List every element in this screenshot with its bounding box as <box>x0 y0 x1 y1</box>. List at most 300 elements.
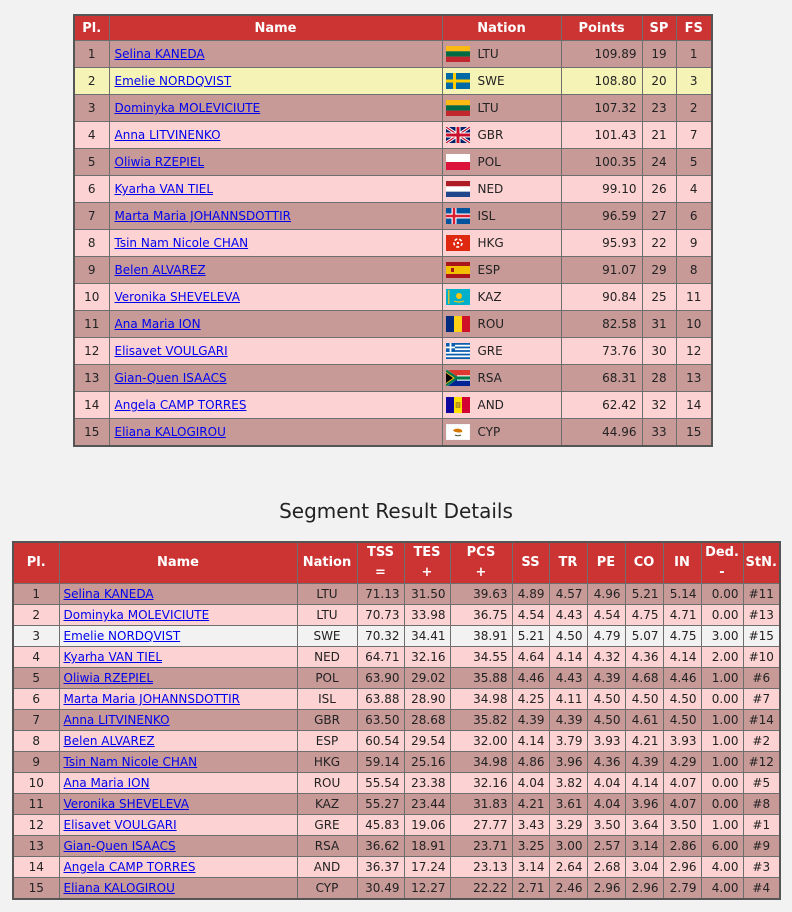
pl-flag-icon <box>446 154 470 170</box>
seg-pcs-cell: 22.22 <box>450 878 512 900</box>
segment-row <box>13 689 780 710</box>
nation-code: AND <box>477 398 504 412</box>
header-nation: Nation <box>442 15 561 41</box>
seg-ded-cell: 0.00 <box>701 689 743 710</box>
lt-flag-icon <box>446 46 470 62</box>
header-sp: SP <box>642 15 676 41</box>
seg-stn-cell: #12 <box>743 752 780 773</box>
seg-name-cell <box>59 647 297 668</box>
sp-cell: 25 <box>642 284 676 311</box>
sp-cell: 28 <box>642 365 676 392</box>
seg-in-cell: 2.79 <box>663 878 701 900</box>
seg-pe-cell: 4.79 <box>587 626 625 647</box>
seg-nation-cell: ESP <box>297 731 357 752</box>
seg-ss-cell: 3.25 <box>512 836 549 857</box>
results-row <box>74 419 712 447</box>
skater-link[interactable]: Dominyka MOLEVICIUTE <box>114 101 261 115</box>
points-cell: 107.32 <box>561 95 642 122</box>
skater-link[interactable]: Angela CAMP TORRES <box>114 398 247 412</box>
skater-link[interactable]: Ana Maria ION <box>114 317 201 331</box>
seg-in-cell: 4.46 <box>663 668 701 689</box>
seg-tes-cell: 12.27 <box>404 878 450 900</box>
skater-link[interactable]: Tsin Nam Nicole CHAN <box>114 236 249 250</box>
hk-flag-icon <box>446 235 470 251</box>
nation-cell <box>442 365 561 392</box>
seg-ss-cell: 4.04 <box>512 773 549 794</box>
seg-nation-cell: AND <box>297 857 357 878</box>
ded-label: Ded. <box>705 545 739 560</box>
seg-nation-cell: GRE <box>297 815 357 836</box>
seg-ded-cell: 0.00 <box>701 584 743 605</box>
seg-place-cell: 6 <box>13 689 59 710</box>
seg-nation-cell: CYP <box>297 878 357 900</box>
seg-ded-cell: 0.00 <box>701 605 743 626</box>
seg-ss-cell: 4.54 <box>512 605 549 626</box>
skater-link[interactable]: Selina KANEDA <box>114 47 205 61</box>
name-cell <box>109 176 442 203</box>
fs-cell: 14 <box>676 392 712 419</box>
kz-flag-icon <box>446 289 470 305</box>
seg-tss-cell: 71.13 <box>357 584 404 605</box>
seg-pcs-cell: 39.63 <box>450 584 512 605</box>
segment-row <box>13 836 780 857</box>
nation-code: CYP <box>477 425 501 439</box>
seg-co-cell: 5.21 <box>625 584 663 605</box>
seg-pe-cell: 2.68 <box>587 857 625 878</box>
seg-pcs-cell: 32.00 <box>450 731 512 752</box>
seg-nation-cell: RSA <box>297 836 357 857</box>
seg-in-cell: 3.93 <box>663 731 701 752</box>
seg-nation-cell: HKG <box>297 752 357 773</box>
seg-co-cell: 3.04 <box>625 857 663 878</box>
seg-co-cell: 4.39 <box>625 752 663 773</box>
seg-ded-cell: 6.00 <box>701 836 743 857</box>
skater-link[interactable]: Dominyka MOLEVICIUTE <box>63 608 210 622</box>
seg-tr-cell: 4.43 <box>549 605 587 626</box>
seg-stn-cell: #5 <box>743 773 780 794</box>
seg-tss-cell: 64.71 <box>357 647 404 668</box>
points-cell: 91.07 <box>561 257 642 284</box>
header-points: Points <box>561 15 642 41</box>
nation-cell <box>442 338 561 365</box>
skater-link[interactable]: Marta Maria JOHANNSDOTTIR <box>63 692 240 706</box>
points-cell: 99.10 <box>561 176 642 203</box>
fs-cell: 12 <box>676 338 712 365</box>
gr-flag-icon <box>446 343 470 359</box>
seg-tss-cell: 63.88 <box>357 689 404 710</box>
seg-stn-cell: #9 <box>743 836 780 857</box>
seg-tr-cell: 3.29 <box>549 815 587 836</box>
fs-cell: 7 <box>676 122 712 149</box>
seg-ded-cell: 0.00 <box>701 794 743 815</box>
seg-pe-cell: 3.93 <box>587 731 625 752</box>
seg-ded-cell: 1.00 <box>701 668 743 689</box>
nation-code: ROU <box>477 317 505 331</box>
seg-stn-cell: #10 <box>743 647 780 668</box>
results-header-row <box>74 15 712 41</box>
seg-co-cell: 5.07 <box>625 626 663 647</box>
nation-code: ESP <box>477 263 500 277</box>
seg-stn-cell: #13 <box>743 605 780 626</box>
seg-in-cell: 2.96 <box>663 857 701 878</box>
cy-flag-icon <box>446 424 470 440</box>
fs-cell: 11 <box>676 284 712 311</box>
fs-cell: 1 <box>676 41 712 68</box>
seg-ss-cell: 3.43 <box>512 815 549 836</box>
seg-ded-cell: 2.00 <box>701 647 743 668</box>
nation-cell <box>442 419 561 447</box>
nation-code: LTU <box>477 47 499 61</box>
seg-pe-cell: 4.50 <box>587 710 625 731</box>
skater-link[interactable]: Kyarha VAN TIEL <box>63 650 163 664</box>
name-cell <box>109 284 442 311</box>
seg-ded-cell: 1.00 <box>701 815 743 836</box>
seg-tes-cell: 23.44 <box>404 794 450 815</box>
seg-tes-cell: 18.91 <box>404 836 450 857</box>
seg-place-cell: 4 <box>13 647 59 668</box>
seg-stn-cell: #1 <box>743 815 780 836</box>
seg-pe-cell: 4.04 <box>587 773 625 794</box>
results-row <box>74 149 712 176</box>
tss-label: TSS <box>366 545 394 560</box>
place-cell: 2 <box>74 68 109 95</box>
place-cell: 9 <box>74 257 109 284</box>
place-cell: 10 <box>74 284 109 311</box>
za-flag-icon <box>446 370 470 386</box>
points-cell: 100.35 <box>561 149 642 176</box>
skater-link[interactable]: Kyarha VAN TIEL <box>114 182 214 196</box>
seg-header-tr: TR <box>549 542 587 584</box>
seg-tes-cell: 28.68 <box>404 710 450 731</box>
seg-tss-cell: 55.27 <box>357 794 404 815</box>
segment-row <box>13 815 780 836</box>
seg-place-cell: 14 <box>13 857 59 878</box>
seg-place-cell: 5 <box>13 668 59 689</box>
nation-cell <box>442 311 561 338</box>
sp-cell: 26 <box>642 176 676 203</box>
seg-stn-cell: #3 <box>743 857 780 878</box>
place-cell: 7 <box>74 203 109 230</box>
seg-ss-cell: 2.71 <box>512 878 549 900</box>
nation-code: GBR <box>477 128 504 142</box>
results-row <box>74 257 712 284</box>
nation-code: POL <box>477 155 501 169</box>
seg-tes-cell: 28.90 <box>404 689 450 710</box>
seg-place-cell: 2 <box>13 605 59 626</box>
segment-row <box>13 584 780 605</box>
seg-ded-cell: 1.00 <box>701 752 743 773</box>
results-row <box>74 176 712 203</box>
seg-pcs-cell: 35.88 <box>450 668 512 689</box>
se-flag-icon <box>446 73 470 89</box>
seg-co-cell: 3.14 <box>625 836 663 857</box>
seg-header-ss: SS <box>512 542 549 584</box>
segment-row <box>13 878 780 900</box>
skater-link[interactable]: Marta Maria JOHANNSDOTTIR <box>114 209 291 223</box>
seg-in-cell: 2.86 <box>663 836 701 857</box>
fs-cell: 5 <box>676 149 712 176</box>
results-row <box>74 230 712 257</box>
seg-nation-cell: NED <box>297 647 357 668</box>
results-row <box>74 284 712 311</box>
skater-link[interactable]: Anna LITVINENKO <box>63 713 170 727</box>
seg-place-cell: 8 <box>13 731 59 752</box>
nation-cell <box>442 257 561 284</box>
seg-pcs-cell: 34.98 <box>450 752 512 773</box>
results-row <box>74 338 712 365</box>
seg-tss-cell: 55.54 <box>357 773 404 794</box>
skater-link[interactable]: Belen ALVAREZ <box>114 263 206 277</box>
skater-link[interactable]: Elisavet VOULGARI <box>114 344 228 358</box>
seg-tes-cell: 25.16 <box>404 752 450 773</box>
name-cell <box>109 419 442 447</box>
nation-cell <box>442 176 561 203</box>
seg-co-cell: 4.21 <box>625 731 663 752</box>
seg-header-tss <box>357 542 404 584</box>
seg-ss-cell: 3.14 <box>512 857 549 878</box>
seg-tss-cell: 36.62 <box>357 836 404 857</box>
seg-pcs-cell: 27.77 <box>450 815 512 836</box>
seg-ss-cell: 4.25 <box>512 689 549 710</box>
fs-cell: 3 <box>676 68 712 95</box>
nation-cell <box>442 68 561 95</box>
seg-tr-cell: 3.79 <box>549 731 587 752</box>
sp-cell: 21 <box>642 122 676 149</box>
seg-pe-cell: 2.57 <box>587 836 625 857</box>
seg-place-cell: 11 <box>13 794 59 815</box>
place-cell: 13 <box>74 365 109 392</box>
seg-tr-cell: 4.43 <box>549 668 587 689</box>
seg-name-cell <box>59 668 297 689</box>
nation-code: LTU <box>477 101 499 115</box>
skater-link[interactable]: Belen ALVAREZ <box>63 734 155 748</box>
name-cell <box>109 95 442 122</box>
place-cell: 12 <box>74 338 109 365</box>
ro-flag-icon <box>446 316 470 332</box>
skater-link[interactable]: Selina KANEDA <box>63 587 154 601</box>
seg-pcs-cell: 23.71 <box>450 836 512 857</box>
segment-row <box>13 710 780 731</box>
seg-place-cell: 7 <box>13 710 59 731</box>
seg-nation-cell: KAZ <box>297 794 357 815</box>
name-cell <box>109 257 442 284</box>
seg-header-in: IN <box>663 542 701 584</box>
seg-tss-cell: 59.14 <box>357 752 404 773</box>
place-cell: 8 <box>74 230 109 257</box>
seg-tss-cell: 63.90 <box>357 668 404 689</box>
skater-link[interactable]: Elisavet VOULGARI <box>63 818 177 832</box>
seg-nation-cell: ROU <box>297 773 357 794</box>
results-row <box>74 68 712 95</box>
seg-tss-cell: 70.32 <box>357 626 404 647</box>
sp-cell: 30 <box>642 338 676 365</box>
seg-co-cell: 4.14 <box>625 773 663 794</box>
skater-link[interactable]: Anna LITVINENKO <box>114 128 221 142</box>
skater-link[interactable]: Eliana KALOGIROU <box>114 425 226 439</box>
segment-row <box>13 794 780 815</box>
skater-link[interactable]: Emelie NORDQVIST <box>114 74 232 88</box>
skater-link[interactable]: Oliwia RZEPIEL <box>63 671 154 685</box>
seg-ded-cell: 1.00 <box>701 710 743 731</box>
seg-name-cell <box>59 689 297 710</box>
seg-ss-cell: 4.86 <box>512 752 549 773</box>
sp-cell: 29 <box>642 257 676 284</box>
seg-tes-cell: 34.41 <box>404 626 450 647</box>
name-cell <box>109 203 442 230</box>
skater-link[interactable]: Emelie NORDQVIST <box>63 629 181 643</box>
nation-cell <box>442 203 561 230</box>
fs-cell: 13 <box>676 365 712 392</box>
gb-flag-icon <box>446 127 470 143</box>
points-cell: 62.42 <box>561 392 642 419</box>
name-cell <box>109 149 442 176</box>
seg-co-cell: 4.68 <box>625 668 663 689</box>
sp-cell: 22 <box>642 230 676 257</box>
points-cell: 101.43 <box>561 122 642 149</box>
seg-stn-cell: #15 <box>743 626 780 647</box>
nation-code: RSA <box>477 371 502 385</box>
seg-nation-cell: SWE <box>297 626 357 647</box>
skater-link[interactable]: Veronika SHEVELEVA <box>114 290 240 304</box>
seg-nation-cell: POL <box>297 668 357 689</box>
sp-cell: 24 <box>642 149 676 176</box>
is-flag-icon <box>446 208 470 224</box>
seg-nation-cell: GBR <box>297 710 357 731</box>
skater-link[interactable]: Angela CAMP TORRES <box>63 860 196 874</box>
seg-place-cell: 10 <box>13 773 59 794</box>
seg-tr-cell: 2.64 <box>549 857 587 878</box>
segment-row <box>13 626 780 647</box>
seg-tr-cell: 2.46 <box>549 878 587 900</box>
fs-cell: 6 <box>676 203 712 230</box>
points-cell: 44.96 <box>561 419 642 447</box>
segment-title: Segment Result Details <box>279 499 513 523</box>
skater-link[interactable]: Gian-Quen ISAACS <box>63 839 176 853</box>
seg-tss-cell: 36.37 <box>357 857 404 878</box>
skater-link[interactable]: Veronika SHEVELEVA <box>63 797 189 811</box>
seg-name-cell <box>59 605 297 626</box>
seg-name-cell <box>59 878 297 900</box>
skater-link[interactable]: Oliwia RZEPIEL <box>114 155 205 169</box>
seg-header-pe: PE <box>587 542 625 584</box>
fs-cell: 2 <box>676 95 712 122</box>
seg-tes-cell: 32.16 <box>404 647 450 668</box>
ad-flag-icon <box>446 397 470 413</box>
seg-in-cell: 4.14 <box>663 647 701 668</box>
segment-row <box>13 731 780 752</box>
nation-code: HKG <box>477 236 504 250</box>
skater-link[interactable]: Eliana KALOGIROU <box>63 881 175 895</box>
fs-cell: 15 <box>676 419 712 447</box>
nation-cell <box>442 122 561 149</box>
seg-ded-cell: 0.00 <box>701 773 743 794</box>
place-cell: 1 <box>74 41 109 68</box>
lt-flag-icon <box>446 100 470 116</box>
name-cell <box>109 311 442 338</box>
seg-tr-cell: 4.11 <box>549 689 587 710</box>
seg-pe-cell: 4.39 <box>587 668 625 689</box>
seg-tss-cell: 45.83 <box>357 815 404 836</box>
seg-pcs-cell: 36.75 <box>450 605 512 626</box>
seg-tss-cell: 60.54 <box>357 731 404 752</box>
seg-tes-cell: 19.06 <box>404 815 450 836</box>
seg-header-name: Name <box>59 542 297 584</box>
seg-nation-cell: LTU <box>297 584 357 605</box>
tss-sub: = <box>375 565 386 580</box>
seg-tes-cell: 17.24 <box>404 857 450 878</box>
seg-place-cell: 15 <box>13 878 59 900</box>
seg-header-stn: StN. <box>743 542 780 584</box>
nation-cell <box>442 41 561 68</box>
seg-pe-cell: 4.04 <box>587 794 625 815</box>
seg-co-cell: 4.61 <box>625 710 663 731</box>
skater-link[interactable]: Ana Maria ION <box>63 776 150 790</box>
seg-in-cell: 4.29 <box>663 752 701 773</box>
seg-stn-cell: #6 <box>743 668 780 689</box>
seg-co-cell: 3.96 <box>625 794 663 815</box>
points-cell: 90.84 <box>561 284 642 311</box>
seg-header-nation: Nation <box>297 542 357 584</box>
seg-tr-cell: 4.14 <box>549 647 587 668</box>
seg-pcs-cell: 35.82 <box>450 710 512 731</box>
place-cell: 15 <box>74 419 109 447</box>
seg-nation-cell: LTU <box>297 605 357 626</box>
segment-row <box>13 773 780 794</box>
skater-link[interactable]: Gian-Quen ISAACS <box>114 371 227 385</box>
fs-cell: 4 <box>676 176 712 203</box>
seg-co-cell: 2.96 <box>625 878 663 900</box>
segment-row <box>13 647 780 668</box>
seg-tes-cell: 29.02 <box>404 668 450 689</box>
seg-pe-cell: 4.54 <box>587 605 625 626</box>
seg-place-cell: 1 <box>13 584 59 605</box>
seg-header-tes <box>404 542 450 584</box>
seg-co-cell: 4.50 <box>625 689 663 710</box>
name-cell <box>109 338 442 365</box>
seg-stn-cell: #14 <box>743 710 780 731</box>
skater-link[interactable]: Tsin Nam Nicole CHAN <box>63 755 198 769</box>
seg-ss-cell: 4.14 <box>512 731 549 752</box>
seg-pe-cell: 4.32 <box>587 647 625 668</box>
segment-row <box>13 752 780 773</box>
seg-pcs-cell: 34.98 <box>450 689 512 710</box>
seg-tes-cell: 31.50 <box>404 584 450 605</box>
name-cell <box>109 122 442 149</box>
seg-pe-cell: 4.50 <box>587 689 625 710</box>
name-cell <box>109 365 442 392</box>
seg-pe-cell: 4.96 <box>587 584 625 605</box>
place-cell: 14 <box>74 392 109 419</box>
seg-in-cell: 4.71 <box>663 605 701 626</box>
place-cell: 4 <box>74 122 109 149</box>
segment-row <box>13 668 780 689</box>
seg-tr-cell: 3.82 <box>549 773 587 794</box>
seg-tr-cell: 3.96 <box>549 752 587 773</box>
tes-label: TES <box>413 545 441 560</box>
seg-tss-cell: 70.73 <box>357 605 404 626</box>
place-cell: 3 <box>74 95 109 122</box>
seg-name-cell <box>59 773 297 794</box>
results-row <box>74 365 712 392</box>
sp-cell: 32 <box>642 392 676 419</box>
seg-in-cell: 4.07 <box>663 794 701 815</box>
sp-cell: 33 <box>642 419 676 447</box>
seg-name-cell <box>59 836 297 857</box>
points-cell: 68.31 <box>561 365 642 392</box>
seg-name-cell <box>59 752 297 773</box>
tes-sub: + <box>421 565 433 580</box>
header-name: Name <box>109 15 442 41</box>
